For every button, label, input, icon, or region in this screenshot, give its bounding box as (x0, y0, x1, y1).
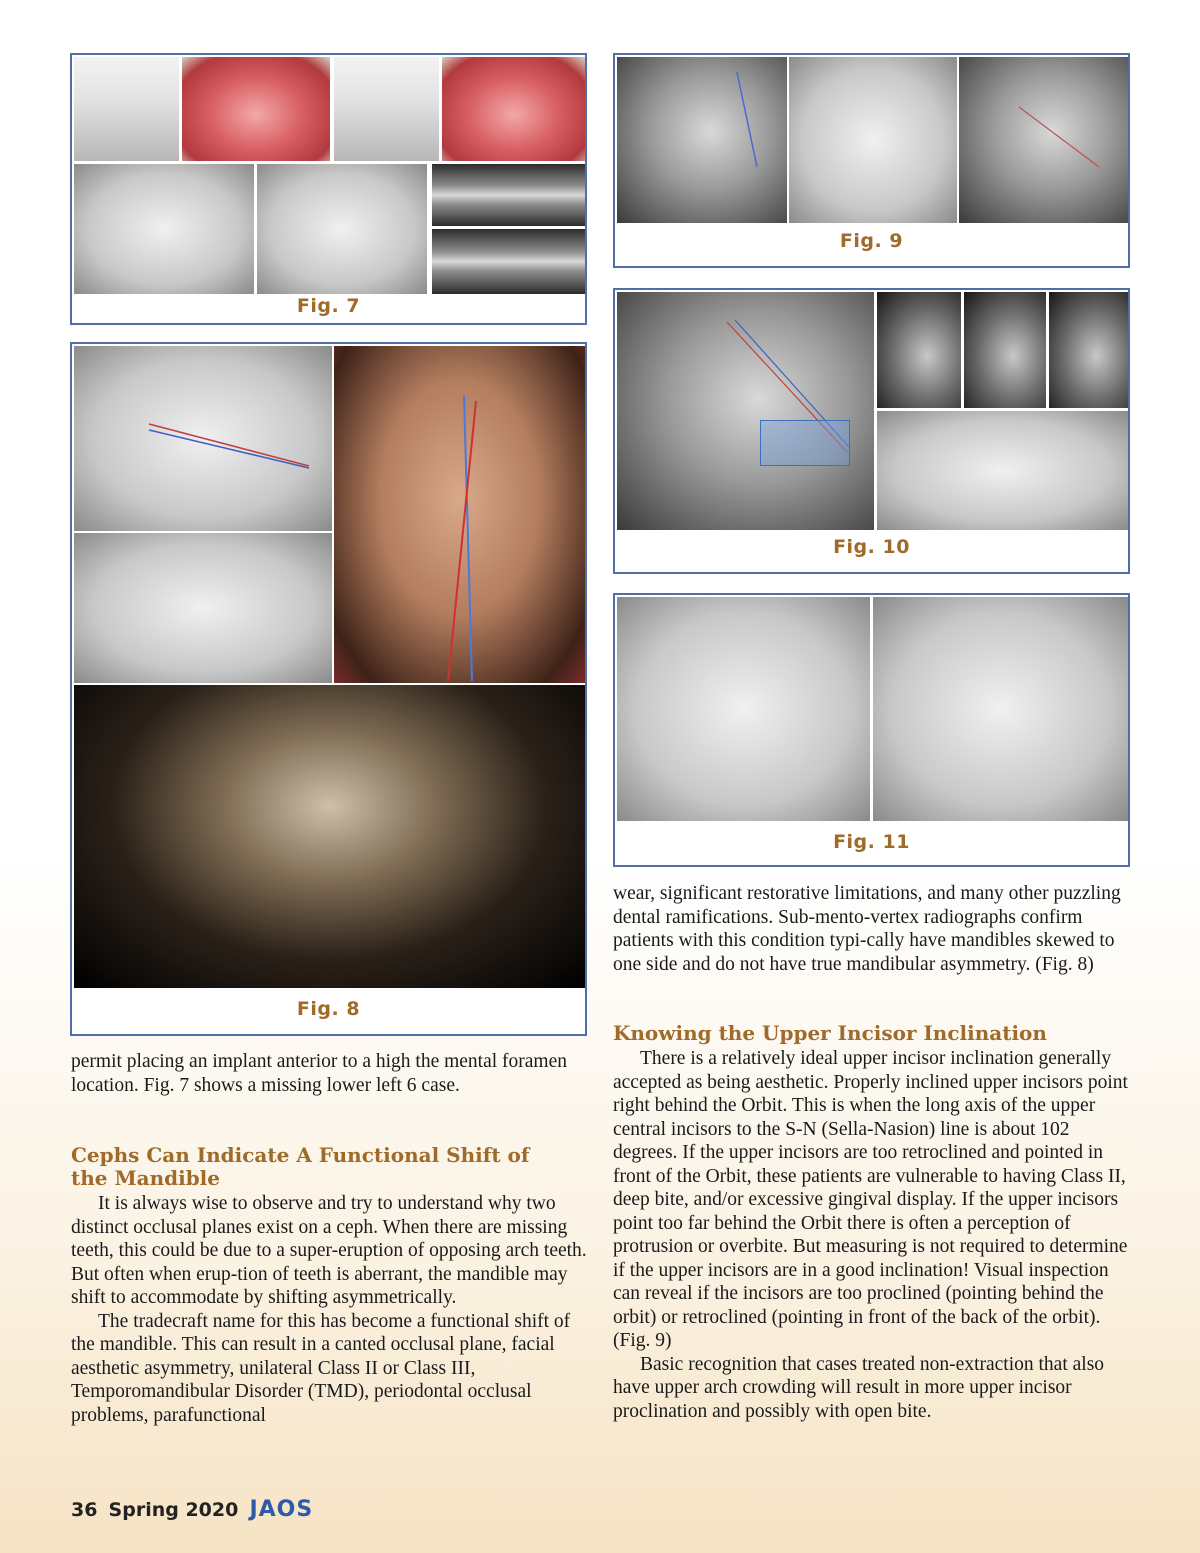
left-paragraph-2: The tradecraft name for this has become a functional shift of the mandible. This can result in a canted occlusal plane, facial aesthetic asymmetry, unilateral Class II or Class III, Temporomandibular Disorder (TMD), periodontal occlusal problems, parafunctional (71, 1310, 571, 1426)
left-column (71, 1050, 588, 1097)
figure-11-caption: Fig. 11 (833, 831, 910, 853)
figure-8-caption: Fig. 8 (296, 998, 361, 1020)
left-paragraph-1: It is always wise to observe and try to understand why two distinct occlusal planes exist on a ceph. When there are missing teeth, this could be due to a super-eruption of opposing arch teeth. But often when erup-tion of teeth is aberrant, the mandible may shift to accommodate by shifting asymmetrically. (71, 1193, 587, 1308)
figure-10 (613, 288, 1130, 574)
fig10-ceph (617, 292, 874, 530)
fig8-xray-occlusal-planes (74, 346, 332, 531)
right-continued-paragraph: wear, significant restorative limitations, and many other puzzling dental ramifications. Sub-mento-vertex radiographs confirm patients with this condition typi-cally have mandibles skewed to one side and do not have true mandibular asymmetry. (Fig. 8) (613, 883, 1121, 975)
fig9-incisor-line-3 (959, 57, 1128, 223)
fig9-ceph-3 (959, 57, 1128, 223)
fig8-occlusal-lines (74, 346, 332, 531)
fig7-photo-occlusion-left (334, 57, 439, 161)
fig7-photo-lower-arch (182, 57, 330, 161)
right-paragraph-2: Basic recognition that cases treated non-extraction that also have upper arch crowding will result in more upper incisor proclination and possibly with open bite. (613, 1353, 1105, 1422)
left-intro-paragraph: permit placing an implant anterior to a high the mental foramen location. Fig. 7 shows a missing lower left 6 case. (71, 1051, 568, 1096)
figure-7-caption: Fig. 7 (296, 295, 361, 317)
journal-name: JAOS (249, 1497, 314, 1522)
right-column-body (613, 1047, 1130, 1423)
left-section-heading: Cephs Can Indicate A Functional Shift of the Mandible (71, 1143, 530, 1190)
figure-9-caption: Fig. 9 (839, 230, 904, 252)
fig10-periapical-2 (964, 292, 1046, 408)
right-column-top (613, 882, 1130, 976)
fig7-ceph-tracing-1 (74, 164, 254, 294)
left-column-body (71, 1192, 588, 1427)
fig9-incisor-line-1 (617, 57, 787, 223)
fig11-ceph-tracing-after (873, 597, 1128, 821)
right-paragraph-1: There is a relatively ideal upper incisor inclination generally accepted as being aesthetic. Properly inclined upper incisors point right behind the Orbit. This is when the long axis of the upper central incisors to the S-N (Sella-Nasion) line is about 102 degrees. If the upper incisors are too retroclined and pointed in front of the Orbit, these patients are vulnerable to having Class II, deep bite, and/or excessive gingival display. If the upper incisors point too far behind the Orbit there is often a perception of protrusion or overbite. But measuring is not required to determine if the upper incisors are in a good inclination! Visual inspection can reveal if the incisors are too proclined (pointing behind the orbit) or retroclined (pointing in front of the back of the orbit).(Fig. 9) (613, 1048, 1128, 1351)
fig8-face-photo (334, 346, 585, 683)
figure-10-caption: Fig. 10 (833, 536, 910, 558)
fig8-ct-submento-vertex (74, 685, 585, 988)
fig10-periapical-3 (1049, 292, 1128, 408)
fig7-panoramic-1 (432, 164, 585, 226)
figure-7 (70, 53, 587, 325)
issue-label: Spring 2020 (108, 1499, 239, 1521)
fig11-ceph-tracing-before (617, 597, 870, 821)
page-number: 36 (71, 1499, 98, 1521)
figure-9 (613, 53, 1130, 268)
right-section-heading: Knowing the Upper Incisor Inclination (613, 1021, 1047, 1045)
figure-8 (70, 342, 587, 1036)
fig8-face-midlines (334, 346, 585, 683)
fig10-incisor-closeup (877, 411, 1128, 530)
fig10-periapical-1 (877, 292, 961, 408)
fig10-highlight-box (760, 420, 850, 466)
fig7-photo-lower-arch-2 (442, 57, 585, 161)
fig7-panoramic-2 (432, 229, 585, 294)
figure-11 (613, 593, 1130, 867)
page-footer (71, 1497, 313, 1522)
fig9-ceph-2 (789, 57, 957, 223)
fig7-ceph-tracing-2 (257, 164, 427, 294)
fig8-ceph-tracing (74, 533, 332, 683)
fig9-ceph-1 (617, 57, 787, 223)
fig10-incisor-lines (617, 292, 874, 530)
fig7-photo-occlusion-right (74, 57, 179, 161)
